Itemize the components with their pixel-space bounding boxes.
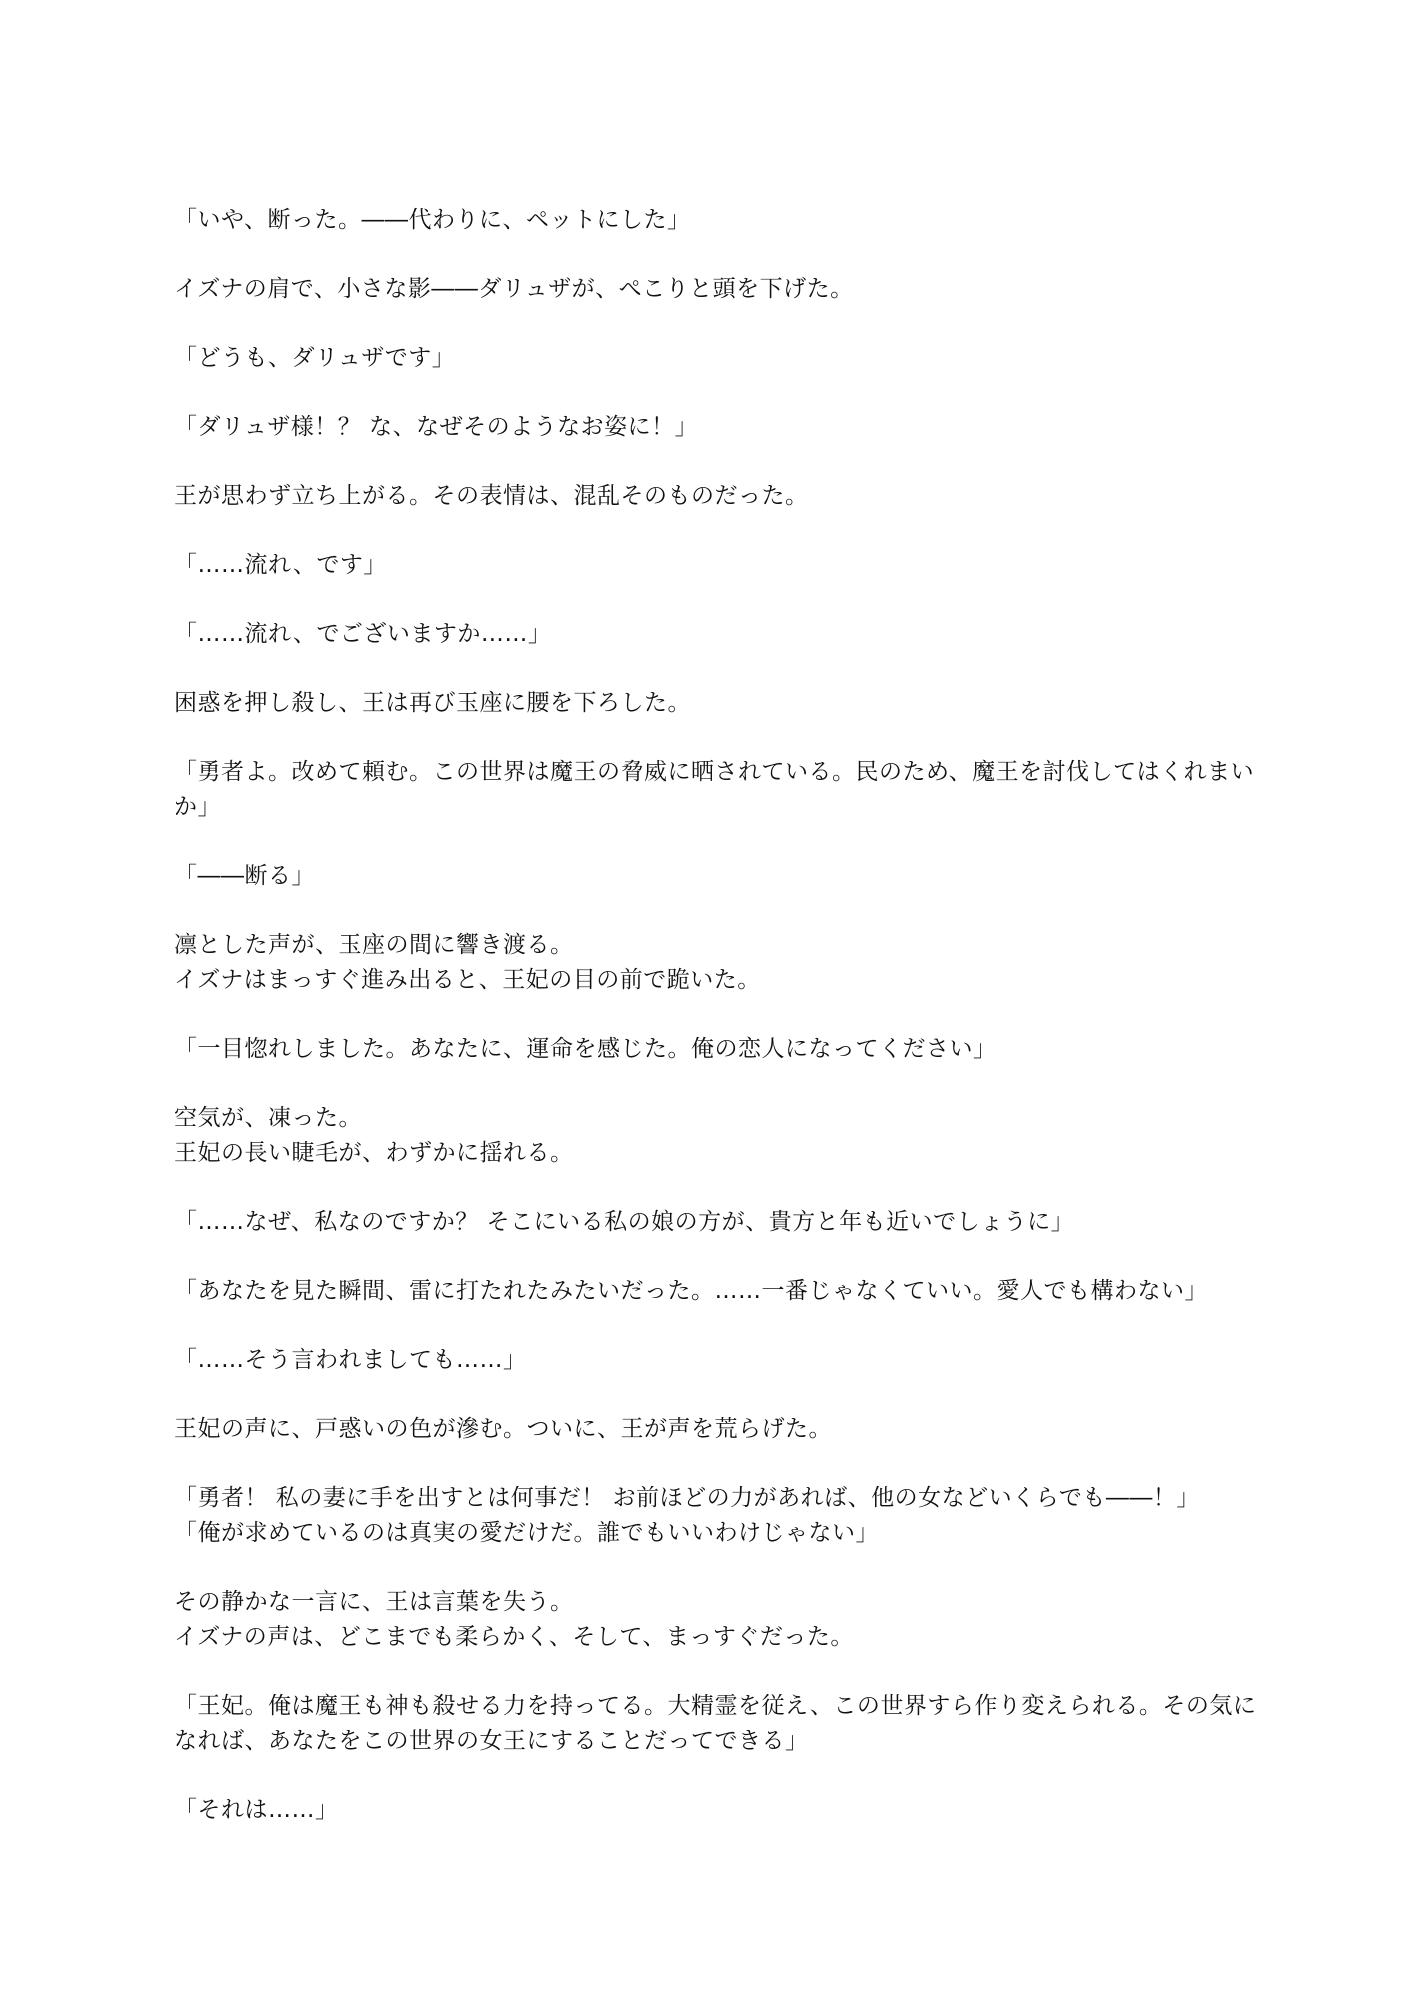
paragraph: 「……なぜ、私なのですか？ そこにいる私の娘の方が、貴方と年も近いでしょうに」 xyxy=(174,1209,1075,1235)
document-body xyxy=(174,203,1264,1828)
paragraph: 空気が、凍った。 王妃の長い睫毛が、わずかに揺れる。 xyxy=(174,1105,574,1166)
paragraph: 「それは……」 xyxy=(174,1797,339,1823)
paragraph: イズナの肩で、小さな影――ダリュザが、ぺこりと頭を下げた。 xyxy=(174,276,854,302)
paragraph: 王妃の声に、戸惑いの色が滲む。ついに、王が声を荒らげた。 xyxy=(174,1416,832,1442)
paragraph: 「ダリュザ様！？ な、なぜそのようなお姿に！」 xyxy=(174,414,699,440)
paragraph: 「――断る」 xyxy=(174,863,315,889)
paragraph: 「……流れ、でございますか……」 xyxy=(174,621,552,647)
paragraph: 「王妃。俺は魔王も神も殺せる力を持ってる。大精霊を従え、この世界すら作り変えられる。その気になれば、あなたをこの世界の女王にすることだってできる」 xyxy=(174,1693,1257,1754)
paragraph: 困惑を押し殺し、王は再び玉座に腰を下ろした。 xyxy=(174,690,691,716)
paragraph: 王が思わず立ち上がる。その表情は、混乱そのものだった。 xyxy=(174,483,809,509)
paragraph: 「いや、断った。――代わりに、ペットにした」 xyxy=(174,207,691,233)
paragraph: 凛とした声が、玉座の間に響き渡る。 イズナはまっすぐ進み出ると、王妃の目の前で跪いた。 xyxy=(174,932,761,993)
paragraph: 「……流れ、です」 xyxy=(174,552,387,578)
paragraph: 「あなたを見た瞬間、雷に打たれたみたいだった。……一番じゃなくていい。愛人でも構わない」 xyxy=(174,1278,1208,1304)
paragraph: 「勇者！ 私の妻に手を出すとは何事だ！ お前ほどの力があれば、他の女などいくらでも――！」 「俺が求めているのは真実の愛だけだ。誰でもいいわけじゃない」 xyxy=(174,1485,1200,1546)
paragraph: 「勇者よ。改めて頼む。この世界は魔王の脅威に晒されている。民のため、魔王を討伐してはくれまいか」 xyxy=(174,759,1255,820)
paragraph: 「どうも、ダリュザです」 xyxy=(174,345,456,371)
paragraph: その静かな一言に、王は言葉を失う。 イズナの声は、どこまでも柔らかく、そして、まっすぐだった。 xyxy=(174,1589,854,1650)
paragraph: 「一目惚れしました。あなたに、運命を感じた。俺の恋人になってください」 xyxy=(174,1036,997,1062)
paragraph: 「……そう言われましても……」 xyxy=(174,1347,527,1373)
